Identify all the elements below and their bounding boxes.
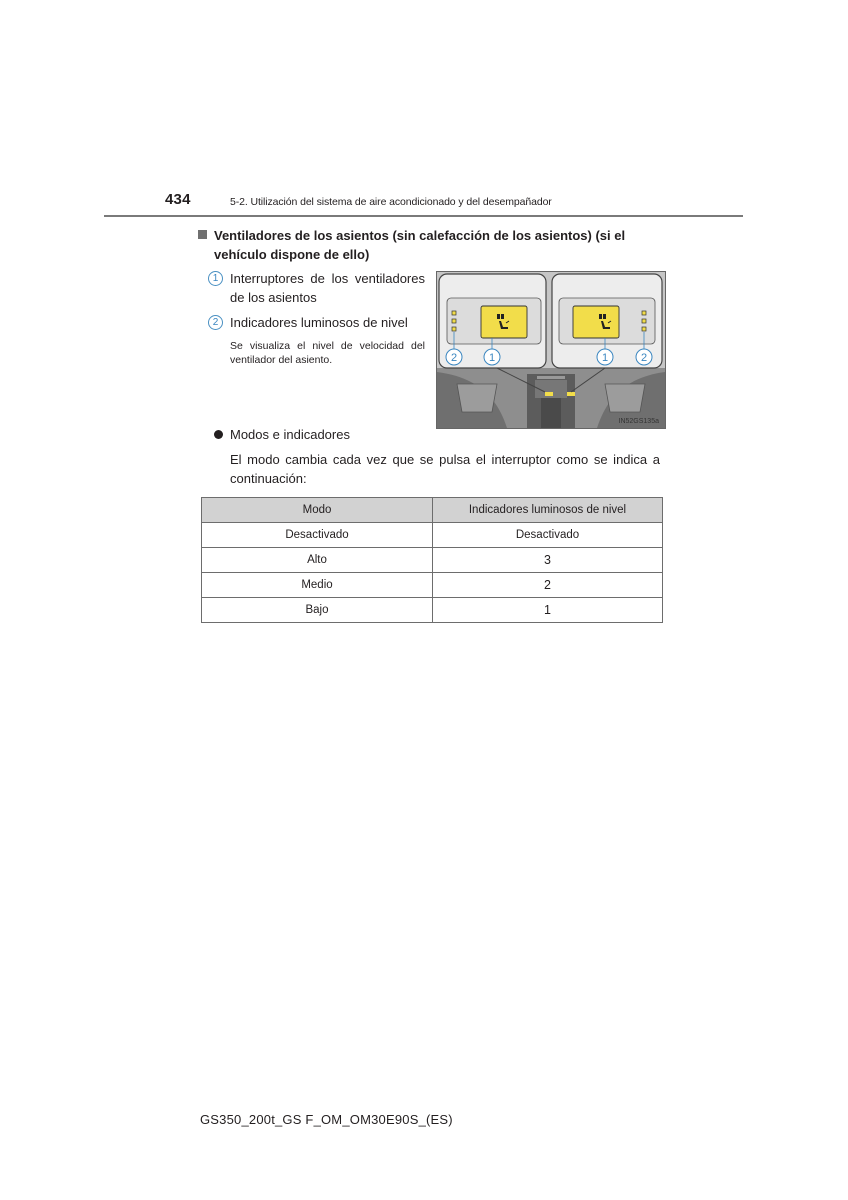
item-1-text: Interruptores de los ventiladores de los asientos <box>230 271 425 305</box>
column-header: Modo <box>202 498 433 523</box>
table-cell: Alto <box>202 548 433 573</box>
bullet-dot-icon <box>214 430 223 439</box>
table-row <box>202 548 663 573</box>
table-cell: Medio <box>202 573 433 598</box>
callout-number-2: 2 <box>208 315 223 330</box>
table-cell: 1 <box>433 598 663 623</box>
table-cell: 3 <box>433 548 663 573</box>
bullet-text: Modos e indicadores <box>230 427 350 442</box>
table-header-row <box>202 498 663 523</box>
heading-text: Ventiladores de los asientos (sin calefacción de los asientos) (si el vehículo dispone de ello) <box>214 228 626 262</box>
modes-table <box>201 497 663 623</box>
item-2-text: Indicadores luminosos de nivel <box>230 315 408 330</box>
item-2-note: Se visualiza el nivel de velocidad del ventilador del asiento. <box>230 340 425 366</box>
table-row <box>202 573 663 598</box>
mode-paragraph: El modo cambia cada vez que se pulsa el interruptor como se indica a continuación: <box>230 452 660 486</box>
table-row <box>202 598 663 623</box>
figure-callout-label: 2 <box>640 352 648 364</box>
table-cell: Desactivado <box>202 523 433 548</box>
dashboard-illustration <box>437 272 665 428</box>
table-row <box>202 523 663 548</box>
page-number: 434 <box>165 191 191 208</box>
document-footer: GS350_200t_GS F_OM_OM30E90S_(ES) <box>200 1112 453 1127</box>
square-bullet-icon <box>198 230 207 239</box>
section-title: 5-2. Utilización del sistema de aire acondicionado y del desempañador <box>230 196 552 208</box>
table-cell: Desactivado <box>433 523 663 548</box>
figure-callout-label: 1 <box>488 352 496 364</box>
figure-callout-label: 2 <box>450 352 458 364</box>
figure-callout-label: 1 <box>601 352 609 364</box>
table-cell: Bajo <box>202 598 433 623</box>
seat-ventilation-figure <box>436 271 666 429</box>
header-divider <box>104 215 743 217</box>
column-header: Indicadores luminosos de nivel <box>433 498 663 523</box>
table-cell: 2 <box>433 573 663 598</box>
callout-number-1: 1 <box>208 271 223 286</box>
figure-code: IN52GS135a <box>618 418 659 425</box>
